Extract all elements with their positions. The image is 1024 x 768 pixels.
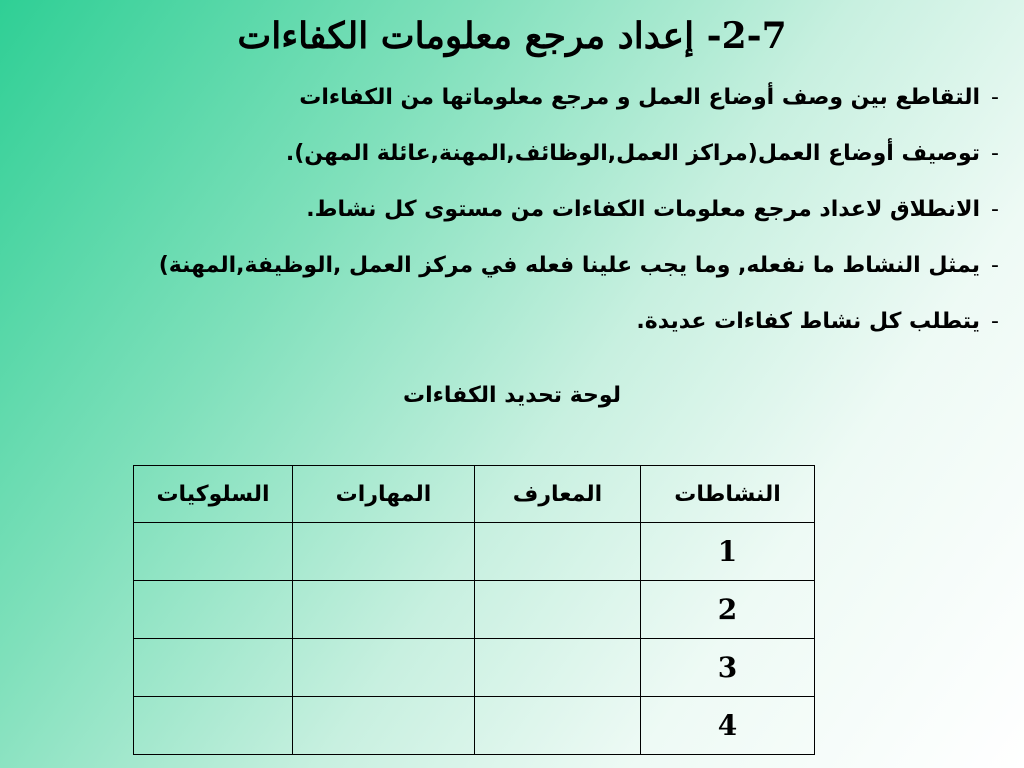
bullet-marker: - [991, 141, 999, 166]
behaviors-cell [134, 523, 293, 581]
bullet-marker: - [991, 197, 999, 222]
bullet-item [10, 308, 1010, 364]
bullet-list [10, 84, 1010, 364]
bullet-text: يتطلب كل نشاط كفاءات عديدة. [636, 309, 980, 334]
bullet-item [10, 140, 1010, 196]
bullet-text: الانطلاق لاعداد مرجع معلومات الكفاءات من مستوى كل نشاط. [306, 197, 980, 222]
knowledge-cell [475, 697, 641, 755]
bullet-text: يمثل النشاط ما نفعله, وما يجب علينا فعله في مركز العمل ,الوظيفة,المهنة) [158, 253, 980, 278]
bullet-marker: - [991, 85, 999, 110]
header-knowledge: المعارف [475, 466, 641, 523]
table-row [134, 523, 815, 581]
table-header-row [134, 466, 815, 523]
behaviors-cell [134, 581, 293, 639]
behaviors-cell [134, 697, 293, 755]
skills-cell [293, 697, 475, 755]
behaviors-cell [134, 639, 293, 697]
knowledge-cell [475, 639, 641, 697]
bullet-item [10, 196, 1010, 252]
bullet-item [10, 252, 1010, 308]
competency-table [133, 465, 815, 755]
knowledge-cell [475, 581, 641, 639]
knowledge-cell [475, 523, 641, 581]
header-skills: المهارات [293, 466, 475, 523]
activity-number: 1 [641, 523, 815, 581]
activity-number: 3 [641, 639, 815, 697]
bullet-text: توصيف أوضاع العمل(مراكز العمل,الوظائف,المهنة,عائلة المهن). [285, 141, 980, 166]
skills-cell [293, 639, 475, 697]
slide-title: 2-7- إعداد مرجع معلومات الكفاءات [237, 15, 787, 57]
skills-cell [293, 581, 475, 639]
table-row [134, 697, 815, 755]
table-row [134, 639, 815, 697]
activity-number: 2 [641, 581, 815, 639]
bullet-item [10, 84, 1010, 140]
header-activities: النشاطات [641, 466, 815, 523]
bullet-marker: - [991, 309, 999, 334]
activity-number: 4 [641, 697, 815, 755]
skills-cell [293, 523, 475, 581]
bullet-text: التقاطع بين وصف أوضاع العمل و مرجع معلوماتها من الكفاءات [299, 85, 980, 110]
bullet-marker: - [991, 253, 999, 278]
header-behaviors: السلوكيات [134, 466, 293, 523]
table-row [134, 581, 815, 639]
table-title: لوحة تحديد الكفاءات [403, 383, 621, 408]
